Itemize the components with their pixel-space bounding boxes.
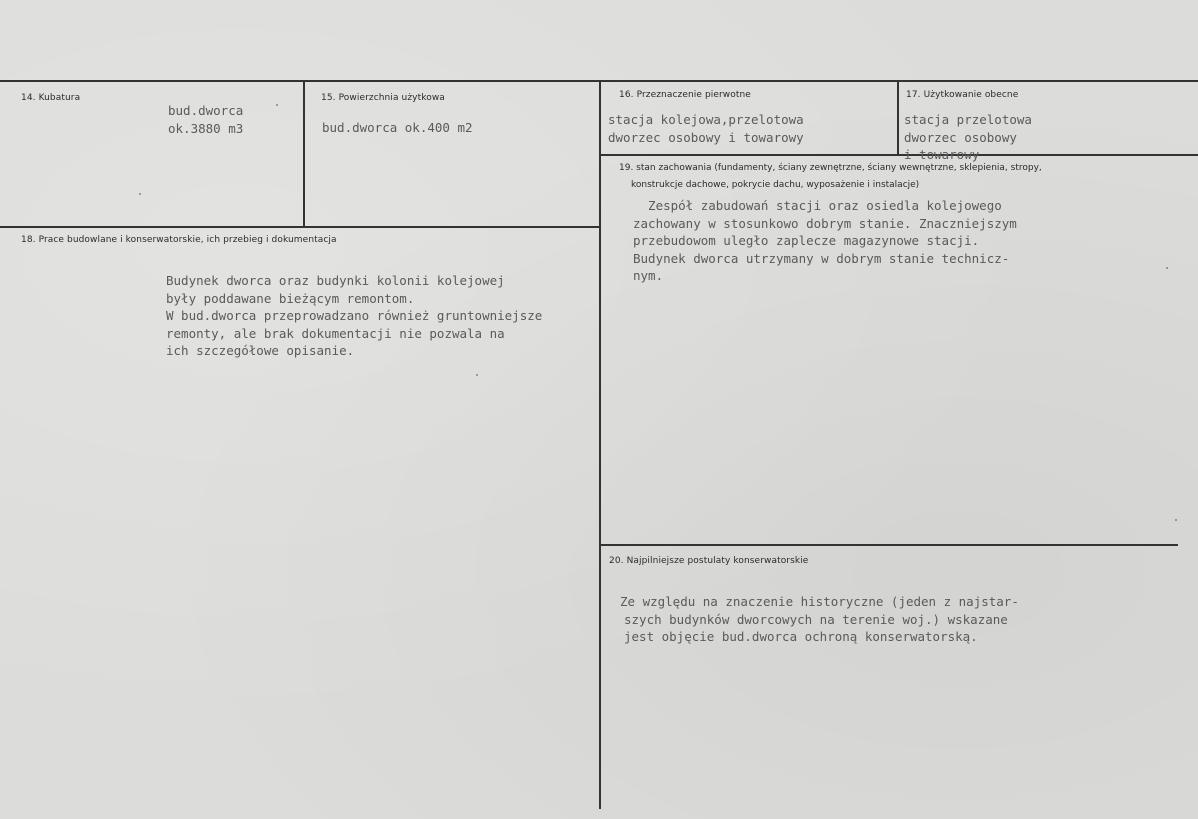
field-19-text	[633, 197, 1017, 285]
field-14-value-line: ok.3880 m3	[168, 120, 244, 136]
field-16-value-line: dworzec osobowy i towarowy	[608, 129, 804, 145]
vertical-rule-center	[599, 81, 601, 809]
field-19-label-line: 19. stan zachowania (fundamenty, ściany zewnętrzne, ściany wewnętrzne, sklepienia, stropy,	[619, 163, 1042, 173]
field-18-label: 18. Prace budowlane i konserwatorskie, ich przebieg i dokumentacja	[21, 235, 337, 245]
field-18-text-line: Budynek dworca oraz budynki kolonii kolejowej	[166, 273, 505, 288]
field-14-value-line: bud.dworca	[168, 103, 244, 118]
field-18-text-line: W bud.dworca przeprowadzano również gruntowniejsze	[166, 308, 543, 323]
field-17-label: 17. Użytkowanie obecne	[906, 90, 1019, 100]
field-18-text-line: remonty, ale brak dokumentacji nie pozwala na	[166, 325, 505, 341]
field-20-text-line: szych budynków dworcowych na terenie woj.) wskazane	[624, 611, 1008, 627]
field-19-text-line: Budynek dworca utrzymany w dobrym stanie technicz-	[633, 250, 1010, 266]
field-20-label: 20. Najpilniejsze postulaty konserwatorskie	[609, 556, 809, 566]
rule-below-14-15	[0, 226, 601, 228]
field-18-text-line: ich szczegółowe opisanie.	[166, 343, 355, 358]
rule-below-16-17	[600, 154, 1198, 156]
field-14-value	[168, 102, 243, 137]
field-16-value	[608, 111, 804, 146]
paper-speck	[1166, 267, 1168, 269]
paper-speck	[1175, 519, 1177, 521]
field-18-text-line: były poddawane bieżącym remontom.	[166, 290, 415, 306]
field-17-value-line: stacja przelotowa	[904, 112, 1032, 127]
field-15-label: 15. Powierzchnia użytkowa	[321, 93, 445, 103]
rule-above-20	[600, 544, 1178, 546]
field-19-text-line: nym.	[633, 268, 664, 283]
field-17-value-line: dworzec osobowy	[904, 129, 1017, 145]
field-18-text	[166, 272, 542, 360]
field-19-label-line: konstrukcje dachowe, pokrycie dachu, wyposażenie i instalacje)	[631, 180, 920, 190]
field-20-text-line: jest objęcie bud.dworca ochroną konserwatorską.	[624, 629, 978, 644]
vertical-rule-14-15	[303, 81, 305, 227]
field-19-label	[619, 160, 1042, 194]
field-15-value: bud.dworca ok.400 m2	[322, 120, 473, 135]
field-20-text-line: Ze względu na znaczenie historyczne (jeden z najstar-	[620, 594, 1019, 609]
field-20-text	[620, 593, 1019, 646]
vertical-rule-16-17	[897, 81, 899, 155]
paper-speck	[276, 104, 278, 106]
paper-speck	[476, 374, 478, 376]
paper-speck	[139, 193, 141, 195]
field-19-text-line: Zespół zabudowań stacji oraz osiedla kolejowego	[633, 198, 1002, 213]
field-19-text-line: zachowany w stosunkowo dobrym stanie. Znaczniejszym	[633, 215, 1017, 231]
field-14-label: 14. Kubatura	[21, 93, 81, 103]
field-16-label: 16. Przeznaczenie pierwotne	[619, 90, 751, 100]
field-17-value	[904, 111, 1032, 162]
field-19-text-line: przebudowom uległo zaplecze magazynowe stacji.	[633, 233, 980, 248]
field-16-value-line: stacja kolejowa,przelotowa	[608, 112, 804, 127]
field-17-value-line: i towarowy	[904, 147, 980, 162]
